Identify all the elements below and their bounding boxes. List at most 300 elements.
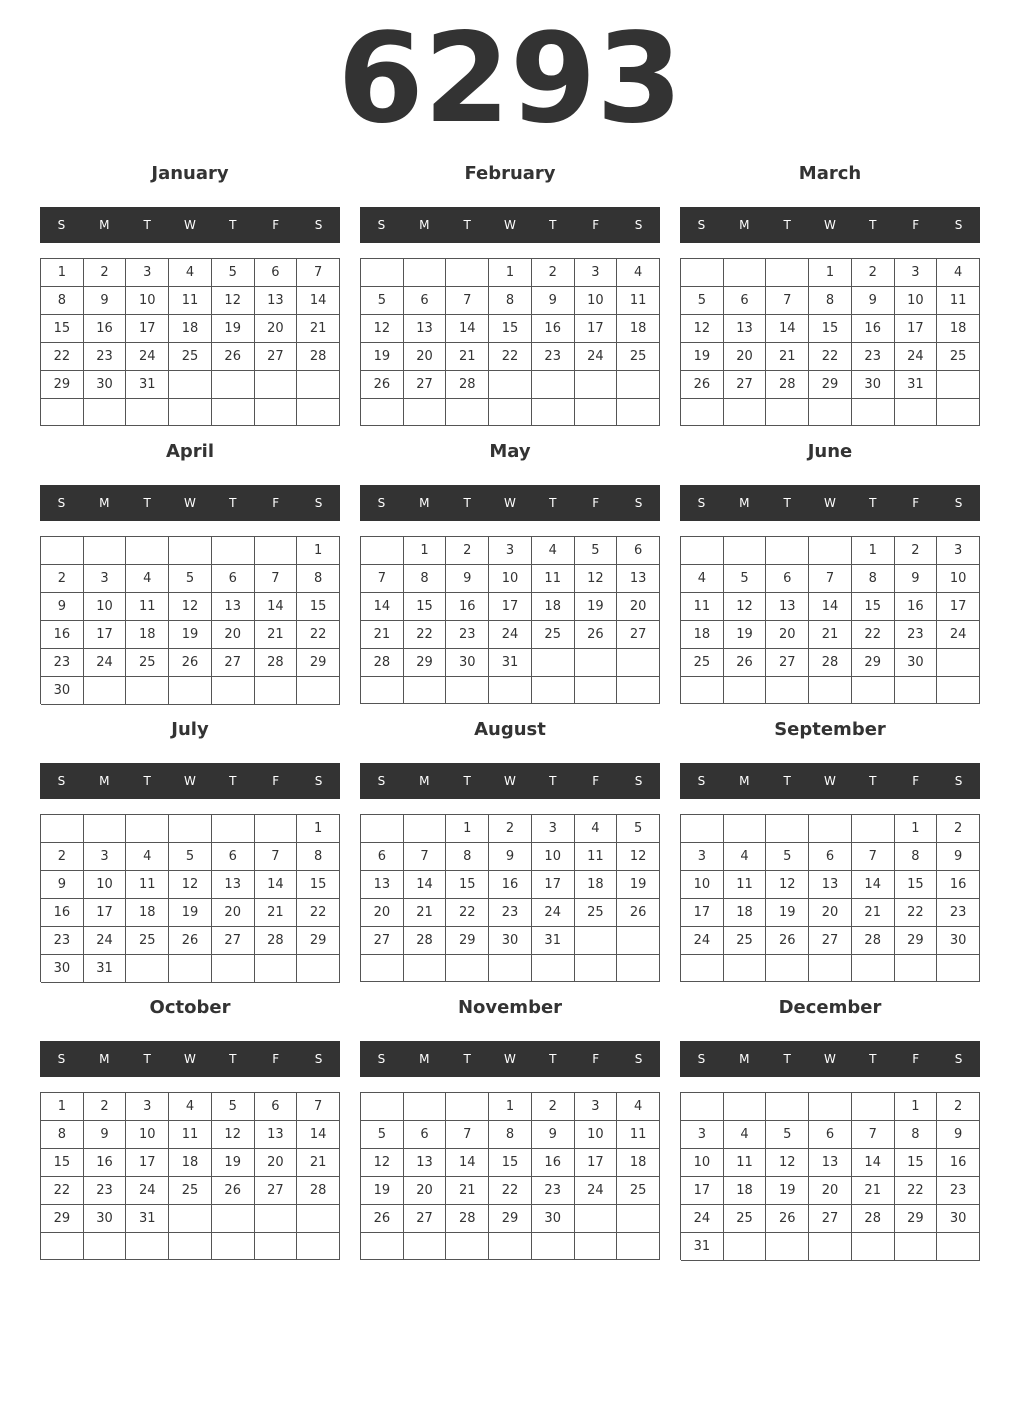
day-cell	[766, 815, 809, 843]
day-cell: 4	[724, 843, 767, 871]
day-cell: 25	[617, 343, 660, 371]
day-cell: 25	[532, 621, 575, 649]
day-cell: 21	[255, 899, 298, 927]
month-name: March	[798, 163, 862, 184]
day-cell	[446, 399, 489, 426]
day-cell: 18	[169, 315, 212, 343]
day-cell: 12	[212, 1121, 255, 1149]
day-cell: 19	[575, 593, 618, 621]
weekday-header	[360, 1041, 660, 1077]
day-cell: 28	[361, 649, 404, 677]
day-cell: 8	[41, 287, 84, 315]
day-cell	[895, 677, 938, 704]
weekday-label: T	[783, 218, 791, 232]
weekday-label: S	[697, 218, 706, 232]
day-cell	[937, 955, 980, 982]
weekday-label: S	[634, 1052, 643, 1066]
day-cell	[895, 399, 938, 426]
day-cell	[575, 677, 618, 704]
day-cell	[852, 815, 895, 843]
day-cell	[809, 815, 852, 843]
day-cell: 13	[404, 1149, 447, 1177]
day-cell: 23	[532, 343, 575, 371]
day-cell: 19	[212, 1149, 255, 1177]
weekday-label: S	[954, 1052, 963, 1066]
day-cell: 16	[532, 1149, 575, 1177]
day-cell: 6	[212, 565, 255, 593]
day-cell	[575, 399, 618, 426]
weekday-label: S	[57, 774, 66, 788]
weekday-label: T	[869, 496, 877, 510]
day-cell: 13	[361, 871, 404, 899]
day-cell: 21	[852, 899, 895, 927]
day-cell: 16	[852, 315, 895, 343]
weekday-label: T	[869, 218, 877, 232]
weekday-header	[680, 1041, 980, 1077]
day-cell: 2	[446, 537, 489, 565]
day-cell: 8	[297, 843, 340, 871]
day-cell: 12	[766, 1149, 809, 1177]
day-cell	[937, 677, 980, 704]
day-cell: 17	[84, 621, 127, 649]
day-cell: 16	[446, 593, 489, 621]
day-cell: 15	[297, 871, 340, 899]
day-cell: 19	[169, 899, 212, 927]
day-cell: 20	[809, 899, 852, 927]
day-cell	[617, 649, 660, 677]
day-cell: 23	[84, 343, 127, 371]
weekday-label: S	[954, 496, 963, 510]
day-cell: 29	[852, 649, 895, 677]
day-cell	[724, 1093, 767, 1121]
day-cell: 22	[41, 343, 84, 371]
day-cell: 15	[895, 871, 938, 899]
weekday-header	[40, 207, 340, 243]
day-cell: 8	[895, 843, 938, 871]
weekday-label: T	[463, 218, 471, 232]
weekday-header	[360, 485, 660, 521]
day-cell	[446, 955, 489, 982]
day-cell	[404, 399, 447, 426]
day-cell	[126, 677, 169, 705]
day-cell: 23	[84, 1177, 127, 1205]
day-cell	[575, 955, 618, 982]
day-cell: 16	[84, 315, 127, 343]
day-cell	[297, 955, 340, 983]
day-cell: 23	[489, 899, 532, 927]
day-cell: 18	[575, 871, 618, 899]
day-cell: 29	[297, 649, 340, 677]
day-cell: 6	[255, 259, 298, 287]
day-cell: 23	[937, 1177, 980, 1205]
day-cell: 5	[212, 259, 255, 287]
day-cell: 9	[446, 565, 489, 593]
day-cell: 4	[575, 815, 618, 843]
day-cell: 8	[41, 1121, 84, 1149]
weekday-label: S	[697, 774, 706, 788]
day-cell: 7	[361, 565, 404, 593]
weekday-label: S	[57, 218, 66, 232]
weekday-header	[680, 485, 980, 521]
month-name: June	[807, 441, 853, 462]
day-cell: 2	[41, 843, 84, 871]
day-cell: 28	[852, 1205, 895, 1233]
day-cell: 24	[937, 621, 980, 649]
day-cell	[361, 815, 404, 843]
day-cell: 17	[681, 899, 724, 927]
day-cell: 25	[575, 899, 618, 927]
day-cell: 11	[169, 1121, 212, 1149]
day-cell: 4	[617, 1093, 660, 1121]
weekday-label: F	[592, 1052, 600, 1066]
day-cell: 25	[724, 927, 767, 955]
day-cell: 12	[361, 1149, 404, 1177]
day-cell: 24	[681, 1205, 724, 1233]
day-cell: 14	[766, 315, 809, 343]
day-cell	[766, 537, 809, 565]
day-cell: 21	[852, 1177, 895, 1205]
day-cell: 2	[852, 259, 895, 287]
day-cell	[532, 371, 575, 399]
day-cell: 17	[532, 871, 575, 899]
weekday-label: S	[57, 1052, 66, 1066]
weekday-label: M	[419, 218, 430, 232]
day-cell: 9	[84, 1121, 127, 1149]
day-cell: 16	[84, 1149, 127, 1177]
day-cell	[297, 371, 340, 399]
day-cell: 3	[575, 1093, 618, 1121]
weekday-label: W	[184, 496, 196, 510]
day-cell: 27	[212, 649, 255, 677]
day-cell: 6	[617, 537, 660, 565]
day-cell: 4	[126, 843, 169, 871]
day-cell	[766, 1093, 809, 1121]
day-cell	[617, 1233, 660, 1260]
day-cell	[724, 677, 767, 704]
day-cell: 26	[681, 371, 724, 399]
day-cell: 26	[212, 343, 255, 371]
day-cell: 16	[895, 593, 938, 621]
day-cell: 26	[169, 649, 212, 677]
weekday-label: W	[504, 1052, 516, 1066]
day-cell: 31	[126, 1205, 169, 1233]
day-cell	[489, 955, 532, 982]
day-cell	[489, 399, 532, 426]
day-cell: 31	[84, 955, 127, 983]
weekday-label: F	[912, 496, 920, 510]
month-name: December	[778, 997, 882, 1018]
day-cell: 18	[724, 1177, 767, 1205]
day-cell: 31	[532, 927, 575, 955]
weekday-label: T	[549, 1052, 557, 1066]
day-cell: 23	[446, 621, 489, 649]
day-cell: 11	[724, 871, 767, 899]
day-cell: 27	[361, 927, 404, 955]
day-cell	[724, 815, 767, 843]
day-cell: 27	[255, 1177, 298, 1205]
day-cell	[809, 537, 852, 565]
day-cell	[446, 1093, 489, 1121]
day-cell	[681, 815, 724, 843]
day-cell	[681, 1093, 724, 1121]
day-grid	[40, 1092, 340, 1260]
day-cell: 12	[681, 315, 724, 343]
day-cell: 29	[41, 371, 84, 399]
day-cell	[41, 815, 84, 843]
weekday-header	[40, 1041, 340, 1077]
day-cell: 2	[84, 1093, 127, 1121]
day-cell: 6	[404, 287, 447, 315]
weekday-label: W	[504, 218, 516, 232]
day-cell: 19	[766, 1177, 809, 1205]
weekday-label: F	[272, 1052, 280, 1066]
day-cell	[404, 1233, 447, 1260]
day-cell	[809, 955, 852, 982]
day-cell: 30	[446, 649, 489, 677]
day-cell	[255, 815, 298, 843]
day-cell	[681, 259, 724, 287]
day-cell: 10	[126, 287, 169, 315]
day-cell: 25	[169, 1177, 212, 1205]
day-cell: 6	[255, 1093, 298, 1121]
day-cell: 23	[895, 621, 938, 649]
day-cell: 26	[766, 927, 809, 955]
weekday-label: T	[783, 1052, 791, 1066]
day-cell	[532, 399, 575, 426]
day-cell	[255, 677, 298, 705]
day-cell: 28	[297, 343, 340, 371]
day-cell: 17	[937, 593, 980, 621]
day-cell: 17	[84, 899, 127, 927]
day-cell: 7	[446, 287, 489, 315]
weekday-header	[360, 207, 660, 243]
day-cell: 7	[297, 259, 340, 287]
day-cell	[852, 1093, 895, 1121]
day-cell	[575, 1233, 618, 1260]
day-cell: 23	[41, 927, 84, 955]
day-cell: 9	[532, 287, 575, 315]
day-cell: 5	[766, 843, 809, 871]
day-cell: 3	[681, 1121, 724, 1149]
day-cell: 3	[575, 259, 618, 287]
day-cell: 16	[41, 899, 84, 927]
day-cell	[532, 677, 575, 704]
day-cell	[617, 927, 660, 955]
day-cell: 15	[446, 871, 489, 899]
day-cell	[532, 649, 575, 677]
day-cell	[724, 1233, 767, 1261]
weekday-label: S	[377, 218, 386, 232]
day-cell: 15	[489, 315, 532, 343]
day-cell: 1	[489, 1093, 532, 1121]
day-cell: 20	[361, 899, 404, 927]
weekday-label: F	[592, 218, 600, 232]
day-cell: 18	[126, 899, 169, 927]
day-cell: 12	[766, 871, 809, 899]
day-cell: 13	[724, 315, 767, 343]
day-cell: 9	[937, 1121, 980, 1149]
day-cell	[297, 1205, 340, 1233]
weekday-label: T	[229, 218, 237, 232]
day-cell	[937, 1233, 980, 1261]
day-cell: 28	[297, 1177, 340, 1205]
weekday-label: M	[419, 1052, 430, 1066]
day-cell: 13	[809, 1149, 852, 1177]
weekday-label: T	[549, 774, 557, 788]
day-cell: 24	[895, 343, 938, 371]
month-name: November	[457, 997, 563, 1018]
day-cell	[852, 955, 895, 982]
day-cell	[255, 537, 298, 565]
day-cell: 17	[126, 315, 169, 343]
day-cell: 18	[617, 1149, 660, 1177]
day-cell: 22	[297, 899, 340, 927]
weekday-label: W	[504, 774, 516, 788]
weekday-label: S	[314, 496, 323, 510]
day-cell: 13	[766, 593, 809, 621]
day-cell: 12	[575, 565, 618, 593]
day-cell: 10	[937, 565, 980, 593]
day-cell: 19	[766, 899, 809, 927]
day-cell: 14	[404, 871, 447, 899]
month-name: September	[774, 719, 886, 740]
day-cell	[361, 399, 404, 426]
day-cell: 2	[489, 815, 532, 843]
day-cell: 2	[532, 1093, 575, 1121]
weekday-label: T	[463, 1052, 471, 1066]
day-cell	[895, 955, 938, 982]
day-cell: 6	[724, 287, 767, 315]
day-cell: 1	[809, 259, 852, 287]
day-cell	[809, 399, 852, 426]
day-cell: 17	[681, 1177, 724, 1205]
weekday-label: S	[634, 496, 643, 510]
day-cell: 10	[84, 593, 127, 621]
day-cell	[681, 955, 724, 982]
day-cell: 11	[937, 287, 980, 315]
day-cell: 3	[681, 843, 724, 871]
day-cell	[937, 649, 980, 677]
day-cell: 13	[617, 565, 660, 593]
weekday-label: S	[314, 218, 323, 232]
day-cell: 29	[297, 927, 340, 955]
day-cell: 29	[895, 1205, 938, 1233]
day-cell: 3	[84, 843, 127, 871]
day-cell: 12	[724, 593, 767, 621]
day-cell: 18	[724, 899, 767, 927]
day-cell: 13	[809, 871, 852, 899]
day-grid	[40, 814, 340, 982]
day-cell: 3	[895, 259, 938, 287]
weekday-label: F	[592, 774, 600, 788]
day-cell: 3	[532, 815, 575, 843]
day-cell: 11	[126, 871, 169, 899]
day-cell: 3	[937, 537, 980, 565]
weekday-label: F	[272, 496, 280, 510]
day-cell: 14	[297, 287, 340, 315]
day-cell: 1	[41, 259, 84, 287]
weekday-label: T	[143, 1052, 151, 1066]
day-cell: 15	[895, 1149, 938, 1177]
day-cell: 1	[297, 537, 340, 565]
day-cell: 17	[575, 1149, 618, 1177]
day-cell: 25	[937, 343, 980, 371]
day-cell: 30	[532, 1205, 575, 1233]
day-cell: 6	[809, 843, 852, 871]
day-cell: 26	[212, 1177, 255, 1205]
day-cell	[575, 649, 618, 677]
day-grid	[360, 258, 660, 426]
day-cell: 26	[617, 899, 660, 927]
day-cell: 18	[126, 621, 169, 649]
day-cell: 28	[446, 371, 489, 399]
weekday-label: S	[697, 496, 706, 510]
day-cell: 14	[255, 871, 298, 899]
weekday-label: T	[869, 774, 877, 788]
day-cell: 28	[404, 927, 447, 955]
day-cell: 7	[852, 1121, 895, 1149]
day-cell	[255, 371, 298, 399]
day-cell	[212, 1205, 255, 1233]
day-cell	[489, 1233, 532, 1260]
day-cell: 12	[212, 287, 255, 315]
weekday-label: M	[419, 774, 430, 788]
day-cell: 5	[361, 1121, 404, 1149]
day-cell	[297, 677, 340, 705]
day-cell: 10	[575, 287, 618, 315]
day-cell: 13	[212, 871, 255, 899]
day-cell: 8	[297, 565, 340, 593]
day-cell: 11	[575, 843, 618, 871]
day-cell	[84, 1233, 127, 1260]
day-cell: 28	[809, 649, 852, 677]
day-cell: 10	[895, 287, 938, 315]
day-cell	[681, 537, 724, 565]
day-cell: 21	[809, 621, 852, 649]
day-cell	[617, 399, 660, 426]
day-cell: 23	[852, 343, 895, 371]
day-cell: 3	[489, 537, 532, 565]
weekday-label: W	[184, 1052, 196, 1066]
day-cell: 22	[41, 1177, 84, 1205]
day-cell	[212, 955, 255, 983]
day-cell	[766, 955, 809, 982]
day-cell: 24	[126, 343, 169, 371]
day-cell: 22	[895, 1177, 938, 1205]
day-cell: 1	[489, 259, 532, 287]
day-cell	[724, 955, 767, 982]
weekday-label: W	[184, 218, 196, 232]
day-cell: 4	[532, 537, 575, 565]
day-cell: 11	[617, 1121, 660, 1149]
day-cell: 25	[724, 1205, 767, 1233]
day-cell: 2	[937, 1093, 980, 1121]
day-cell: 22	[489, 343, 532, 371]
day-cell: 5	[617, 815, 660, 843]
day-cell: 16	[41, 621, 84, 649]
weekday-label: T	[229, 774, 237, 788]
day-cell	[809, 677, 852, 704]
day-cell: 27	[617, 621, 660, 649]
day-grid	[680, 258, 980, 426]
day-cell	[404, 677, 447, 704]
day-cell	[126, 815, 169, 843]
day-cell: 10	[575, 1121, 618, 1149]
day-cell: 24	[126, 1177, 169, 1205]
day-cell: 15	[297, 593, 340, 621]
weekday-label: S	[377, 496, 386, 510]
day-cell	[766, 259, 809, 287]
